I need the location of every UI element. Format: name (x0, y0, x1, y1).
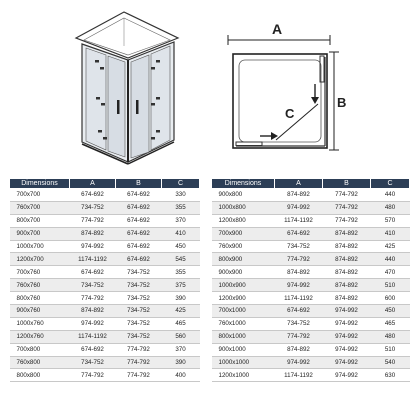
dimension-cell: 900x900 (212, 266, 275, 279)
dimension-cell: 800x900 (212, 253, 275, 266)
value-cell: 470 (371, 266, 410, 279)
dimension-cell: 760x700 (10, 201, 70, 214)
value-cell: 390 (162, 292, 200, 305)
value-cell: 674-692 (70, 343, 116, 356)
value-cell: 774-792 (323, 189, 371, 202)
column-header: C (371, 179, 410, 189)
value-cell: 874-892 (275, 343, 323, 356)
column-header: Dimensions (10, 179, 70, 189)
table-row (212, 356, 410, 369)
column-header: A (275, 179, 323, 189)
dimension-b-label: B (337, 95, 347, 110)
value-cell: 330 (162, 189, 200, 202)
value-cell: 570 (371, 214, 410, 227)
value-cell: 734-752 (116, 330, 162, 343)
value-cell: 734-752 (275, 240, 323, 253)
top-view-dimension-diagram (0, 0, 416, 176)
value-cell: 874-892 (323, 253, 371, 266)
dimension-cell: 700x800 (10, 343, 70, 356)
value-cell: 674-692 (116, 214, 162, 227)
value-cell: 774-792 (116, 356, 162, 369)
value-cell: 974-992 (323, 305, 371, 318)
value-cell: 355 (162, 266, 200, 279)
dimension-cell: 800x800 (10, 369, 70, 382)
dimension-cell: 760x760 (10, 279, 70, 292)
table-header-row (10, 179, 200, 189)
table-row (212, 292, 410, 305)
value-cell: 974-992 (323, 356, 371, 369)
value-cell: 974-992 (275, 279, 323, 292)
dimension-cell: 800x700 (10, 214, 70, 227)
dimension-cell: 900x1000 (212, 343, 275, 356)
value-cell: 734-752 (275, 317, 323, 330)
value-cell: 390 (162, 356, 200, 369)
value-cell: 734-752 (70, 279, 116, 292)
value-cell: 774-792 (323, 201, 371, 214)
value-cell: 874-892 (323, 227, 371, 240)
value-cell: 355 (162, 201, 200, 214)
table-row (10, 330, 200, 343)
dimension-cell: 760x1000 (212, 317, 275, 330)
value-cell: 874-892 (323, 266, 371, 279)
dimension-cell: 700x700 (10, 189, 70, 202)
value-cell: 1174-1192 (275, 369, 323, 382)
value-cell: 400 (162, 369, 200, 382)
dimension-cell: 1000x1000 (212, 356, 275, 369)
value-cell: 874-892 (323, 292, 371, 305)
table-header-row (212, 179, 410, 189)
value-cell: 774-792 (70, 214, 116, 227)
dimension-c-line (276, 104, 318, 140)
dimension-cell: 1000x700 (10, 240, 70, 253)
table-row (10, 266, 200, 279)
value-cell: 1174-1192 (275, 214, 323, 227)
value-cell: 734-752 (116, 292, 162, 305)
dimension-cell: 900x760 (10, 305, 70, 318)
table-row (212, 240, 410, 253)
table-row (10, 253, 200, 266)
dimensions-table-right (211, 178, 410, 382)
table-row (212, 214, 410, 227)
table-row (10, 189, 200, 202)
value-cell: 370 (162, 214, 200, 227)
shower-tray-inner (239, 60, 321, 142)
value-cell: 974-992 (275, 356, 323, 369)
value-cell: 540 (371, 356, 410, 369)
value-cell: 674-692 (275, 305, 323, 318)
value-cell: 465 (162, 317, 200, 330)
value-cell: 1174-1192 (70, 330, 116, 343)
value-cell: 674-692 (116, 189, 162, 202)
value-cell: 974-992 (323, 343, 371, 356)
table-row (10, 279, 200, 292)
value-cell: 480 (371, 330, 410, 343)
value-cell: 774-792 (70, 292, 116, 305)
table-row (212, 330, 410, 343)
value-cell: 674-692 (70, 266, 116, 279)
value-cell: 674-692 (275, 227, 323, 240)
value-cell: 450 (371, 305, 410, 318)
dimension-cell: 1200x1000 (212, 369, 275, 382)
table-row (212, 266, 410, 279)
column-header: B (323, 179, 371, 189)
column-header: B (116, 179, 162, 189)
dimension-cell: 1000x760 (10, 317, 70, 330)
dimension-c-label: C (285, 106, 295, 121)
table-row (212, 369, 410, 382)
value-cell: 510 (371, 343, 410, 356)
value-cell: 974-992 (70, 240, 116, 253)
value-cell: 425 (371, 240, 410, 253)
value-cell: 630 (371, 369, 410, 382)
value-cell: 465 (371, 317, 410, 330)
value-cell: 410 (162, 227, 200, 240)
column-header: C (162, 179, 200, 189)
shower-tray-outline (233, 54, 327, 148)
value-cell: 774-792 (323, 214, 371, 227)
table-row (212, 227, 410, 240)
value-cell: 774-792 (275, 253, 323, 266)
value-cell: 410 (371, 227, 410, 240)
value-cell: 425 (162, 305, 200, 318)
value-cell: 674-692 (116, 201, 162, 214)
value-cell: 734-752 (116, 266, 162, 279)
dimension-cell: 1200x760 (10, 330, 70, 343)
table-row (212, 317, 410, 330)
value-cell: 874-892 (275, 189, 323, 202)
table-row (212, 343, 410, 356)
value-cell: 440 (371, 189, 410, 202)
value-cell: 874-892 (323, 279, 371, 292)
dimension-a-label: A (272, 21, 283, 37)
column-header: A (70, 179, 116, 189)
table-row (10, 305, 200, 318)
value-cell: 874-892 (70, 305, 116, 318)
table-row (212, 253, 410, 266)
table-row (10, 369, 200, 382)
value-cell: 600 (371, 292, 410, 305)
value-cell: 674-692 (116, 240, 162, 253)
dimension-cell: 800x760 (10, 292, 70, 305)
right-door-arrowhead (311, 97, 319, 104)
value-cell: 874-892 (275, 266, 323, 279)
value-cell: 545 (162, 253, 200, 266)
dimension-cell: 760x800 (10, 356, 70, 369)
table-row (212, 305, 410, 318)
value-cell: 874-892 (70, 227, 116, 240)
table-row (10, 214, 200, 227)
dimension-cell: 1000x800 (212, 201, 275, 214)
value-cell: 375 (162, 279, 200, 292)
value-cell: 974-992 (275, 201, 323, 214)
value-cell: 560 (162, 330, 200, 343)
dimension-cell: 900x700 (10, 227, 70, 240)
value-cell: 674-692 (70, 189, 116, 202)
table-row (212, 279, 410, 292)
value-cell: 734-752 (116, 279, 162, 292)
dimension-cell: 1200x700 (10, 253, 70, 266)
value-cell: 370 (162, 343, 200, 356)
value-cell: 450 (162, 240, 200, 253)
value-cell: 974-992 (323, 369, 371, 382)
dimension-cell: 1200x900 (212, 292, 275, 305)
value-cell: 734-752 (116, 305, 162, 318)
table-row (10, 356, 200, 369)
dimension-cell: 760x900 (212, 240, 275, 253)
dimension-cell: 700x1000 (212, 305, 275, 318)
value-cell: 874-892 (323, 240, 371, 253)
value-cell: 974-992 (70, 317, 116, 330)
value-cell: 774-792 (70, 369, 116, 382)
value-cell: 974-992 (323, 317, 371, 330)
value-cell: 734-752 (116, 317, 162, 330)
table-row (212, 201, 410, 214)
dimension-cell: 900x800 (212, 189, 275, 202)
column-header: Dimensions (212, 179, 275, 189)
table-row (10, 201, 200, 214)
value-cell: 774-792 (116, 343, 162, 356)
value-cell: 440 (371, 253, 410, 266)
front-door-slider (236, 142, 262, 146)
dimension-cell: 1200x800 (212, 214, 275, 227)
value-cell: 1174-1192 (275, 292, 323, 305)
value-cell: 510 (371, 279, 410, 292)
table-row (10, 317, 200, 330)
dimensions-table-left (9, 178, 200, 382)
table-row (10, 343, 200, 356)
dimension-cell: 1000x900 (212, 279, 275, 292)
value-cell: 774-792 (275, 330, 323, 343)
table-row (10, 240, 200, 253)
value-cell: 734-752 (70, 201, 116, 214)
table-row (10, 227, 200, 240)
dimension-cell: 800x1000 (212, 330, 275, 343)
value-cell: 674-692 (116, 227, 162, 240)
dimension-cell: 700x900 (212, 227, 275, 240)
value-cell: 480 (371, 201, 410, 214)
value-cell: 1174-1192 (70, 253, 116, 266)
dimension-cell: 700x760 (10, 266, 70, 279)
table-row (10, 292, 200, 305)
value-cell: 674-692 (116, 253, 162, 266)
value-cell: 734-752 (70, 356, 116, 369)
value-cell: 774-792 (116, 369, 162, 382)
value-cell: 974-992 (323, 330, 371, 343)
table-row (212, 189, 410, 202)
